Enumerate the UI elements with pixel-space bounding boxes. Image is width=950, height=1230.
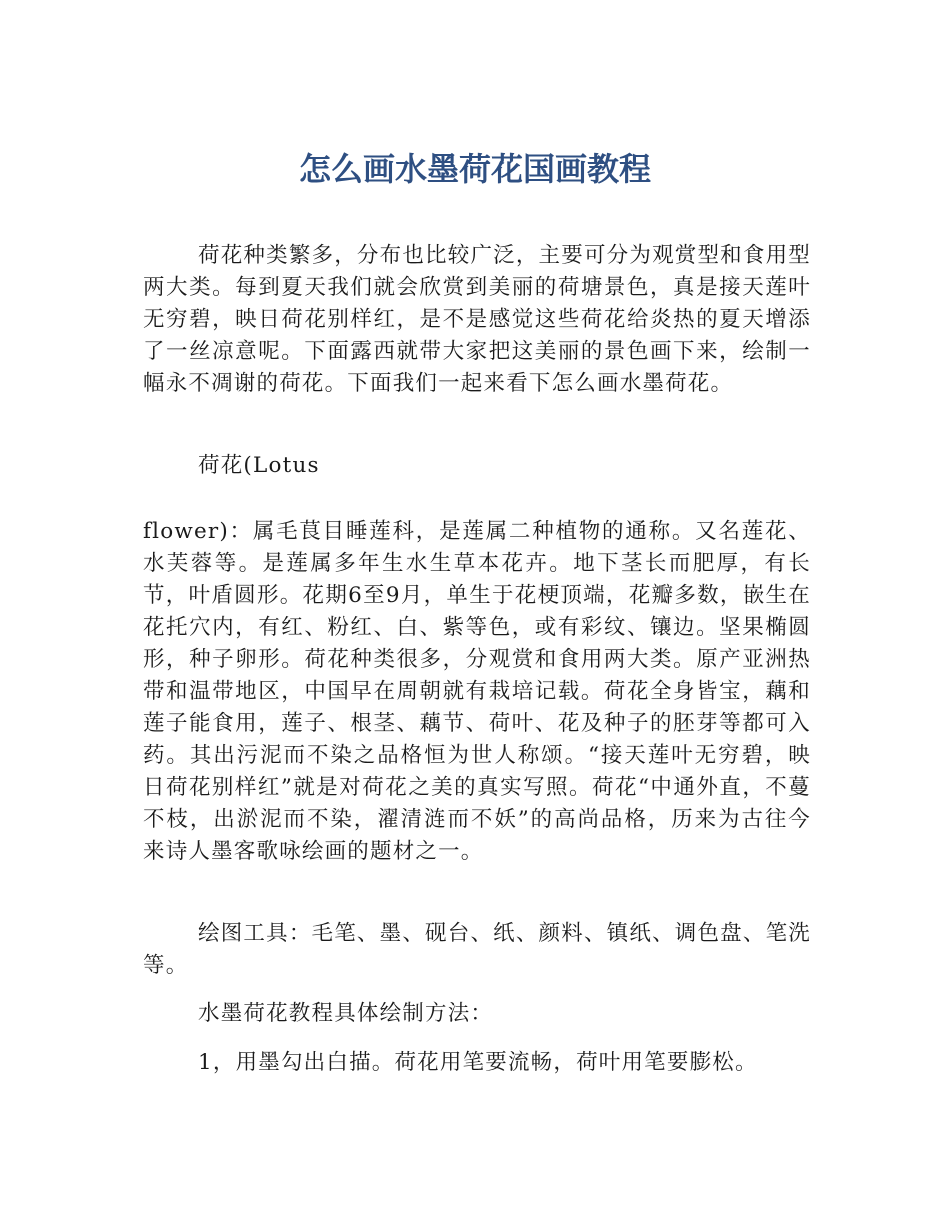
paragraph-intro: 荷花种类繁多，分布也比较广泛，主要可分为观赏型和食用型两大类。每到夏天我们就会欣赏到美丽的荷塘景色，真是接天莲叶无穷碧，映日荷花别样红，是不是感觉这些荷花给炎热的夏天增添了一丝凉意呢。下面露西就带大家把这美丽的景色画下来，绘制一幅永不凋谢的荷花。下面我们一起来看下怎么画水墨荷花。 bbox=[143, 243, 811, 396]
paragraph-lotus-heading: 荷花(Lotus bbox=[198, 453, 320, 478]
paragraph-method-heading: 水墨荷花教程具体绘制方法： bbox=[198, 1001, 494, 1026]
paragraph-lotus-description: flower)：属毛茛目睡莲科，是莲属二种植物的通称。又名莲花、水芙蓉等。是莲属多年生水生草本花卉。地下茎长而肥厚，有长节，叶盾圆形。花期6至9月，单生于花梗顶端，花瓣多数，嵌生在花托穴内，有红、粉红、白、紫等色，或有彩纹、镶边。坚果椭圆形，种子卵形。荷花种类很多，分观赏和食用两大类。原产亚洲热带和温带地区，中国早在周朝就有栽培记载。荷花全身皆宝，藕和莲子能食用，莲子、根茎、藕节、荷叶、花及种子的胚芽等都可入药。其出污泥而不染之品格恒为世人称颂。“接天莲叶无穷碧，映日荷花别样红”就是对荷花之美的真实写照。荷花“中通外直，不蔓不枝，出淤泥而不染，濯清涟而不妖”的高尚品格，历来为古往今来诗人墨客歌咏绘画的题材之一。 bbox=[143, 519, 811, 864]
paragraph-step-1: 1，用墨勾出白描。荷花用笔要流畅，荷叶用笔要膨松。 bbox=[198, 1050, 758, 1075]
paragraph-tools: 绘图工具：毛笔、墨、砚台、纸、颜料、镇纸、调色盘、笔洗等。 bbox=[143, 921, 811, 978]
document-title: 怎么画水墨荷花国画教程 bbox=[298, 150, 651, 188]
